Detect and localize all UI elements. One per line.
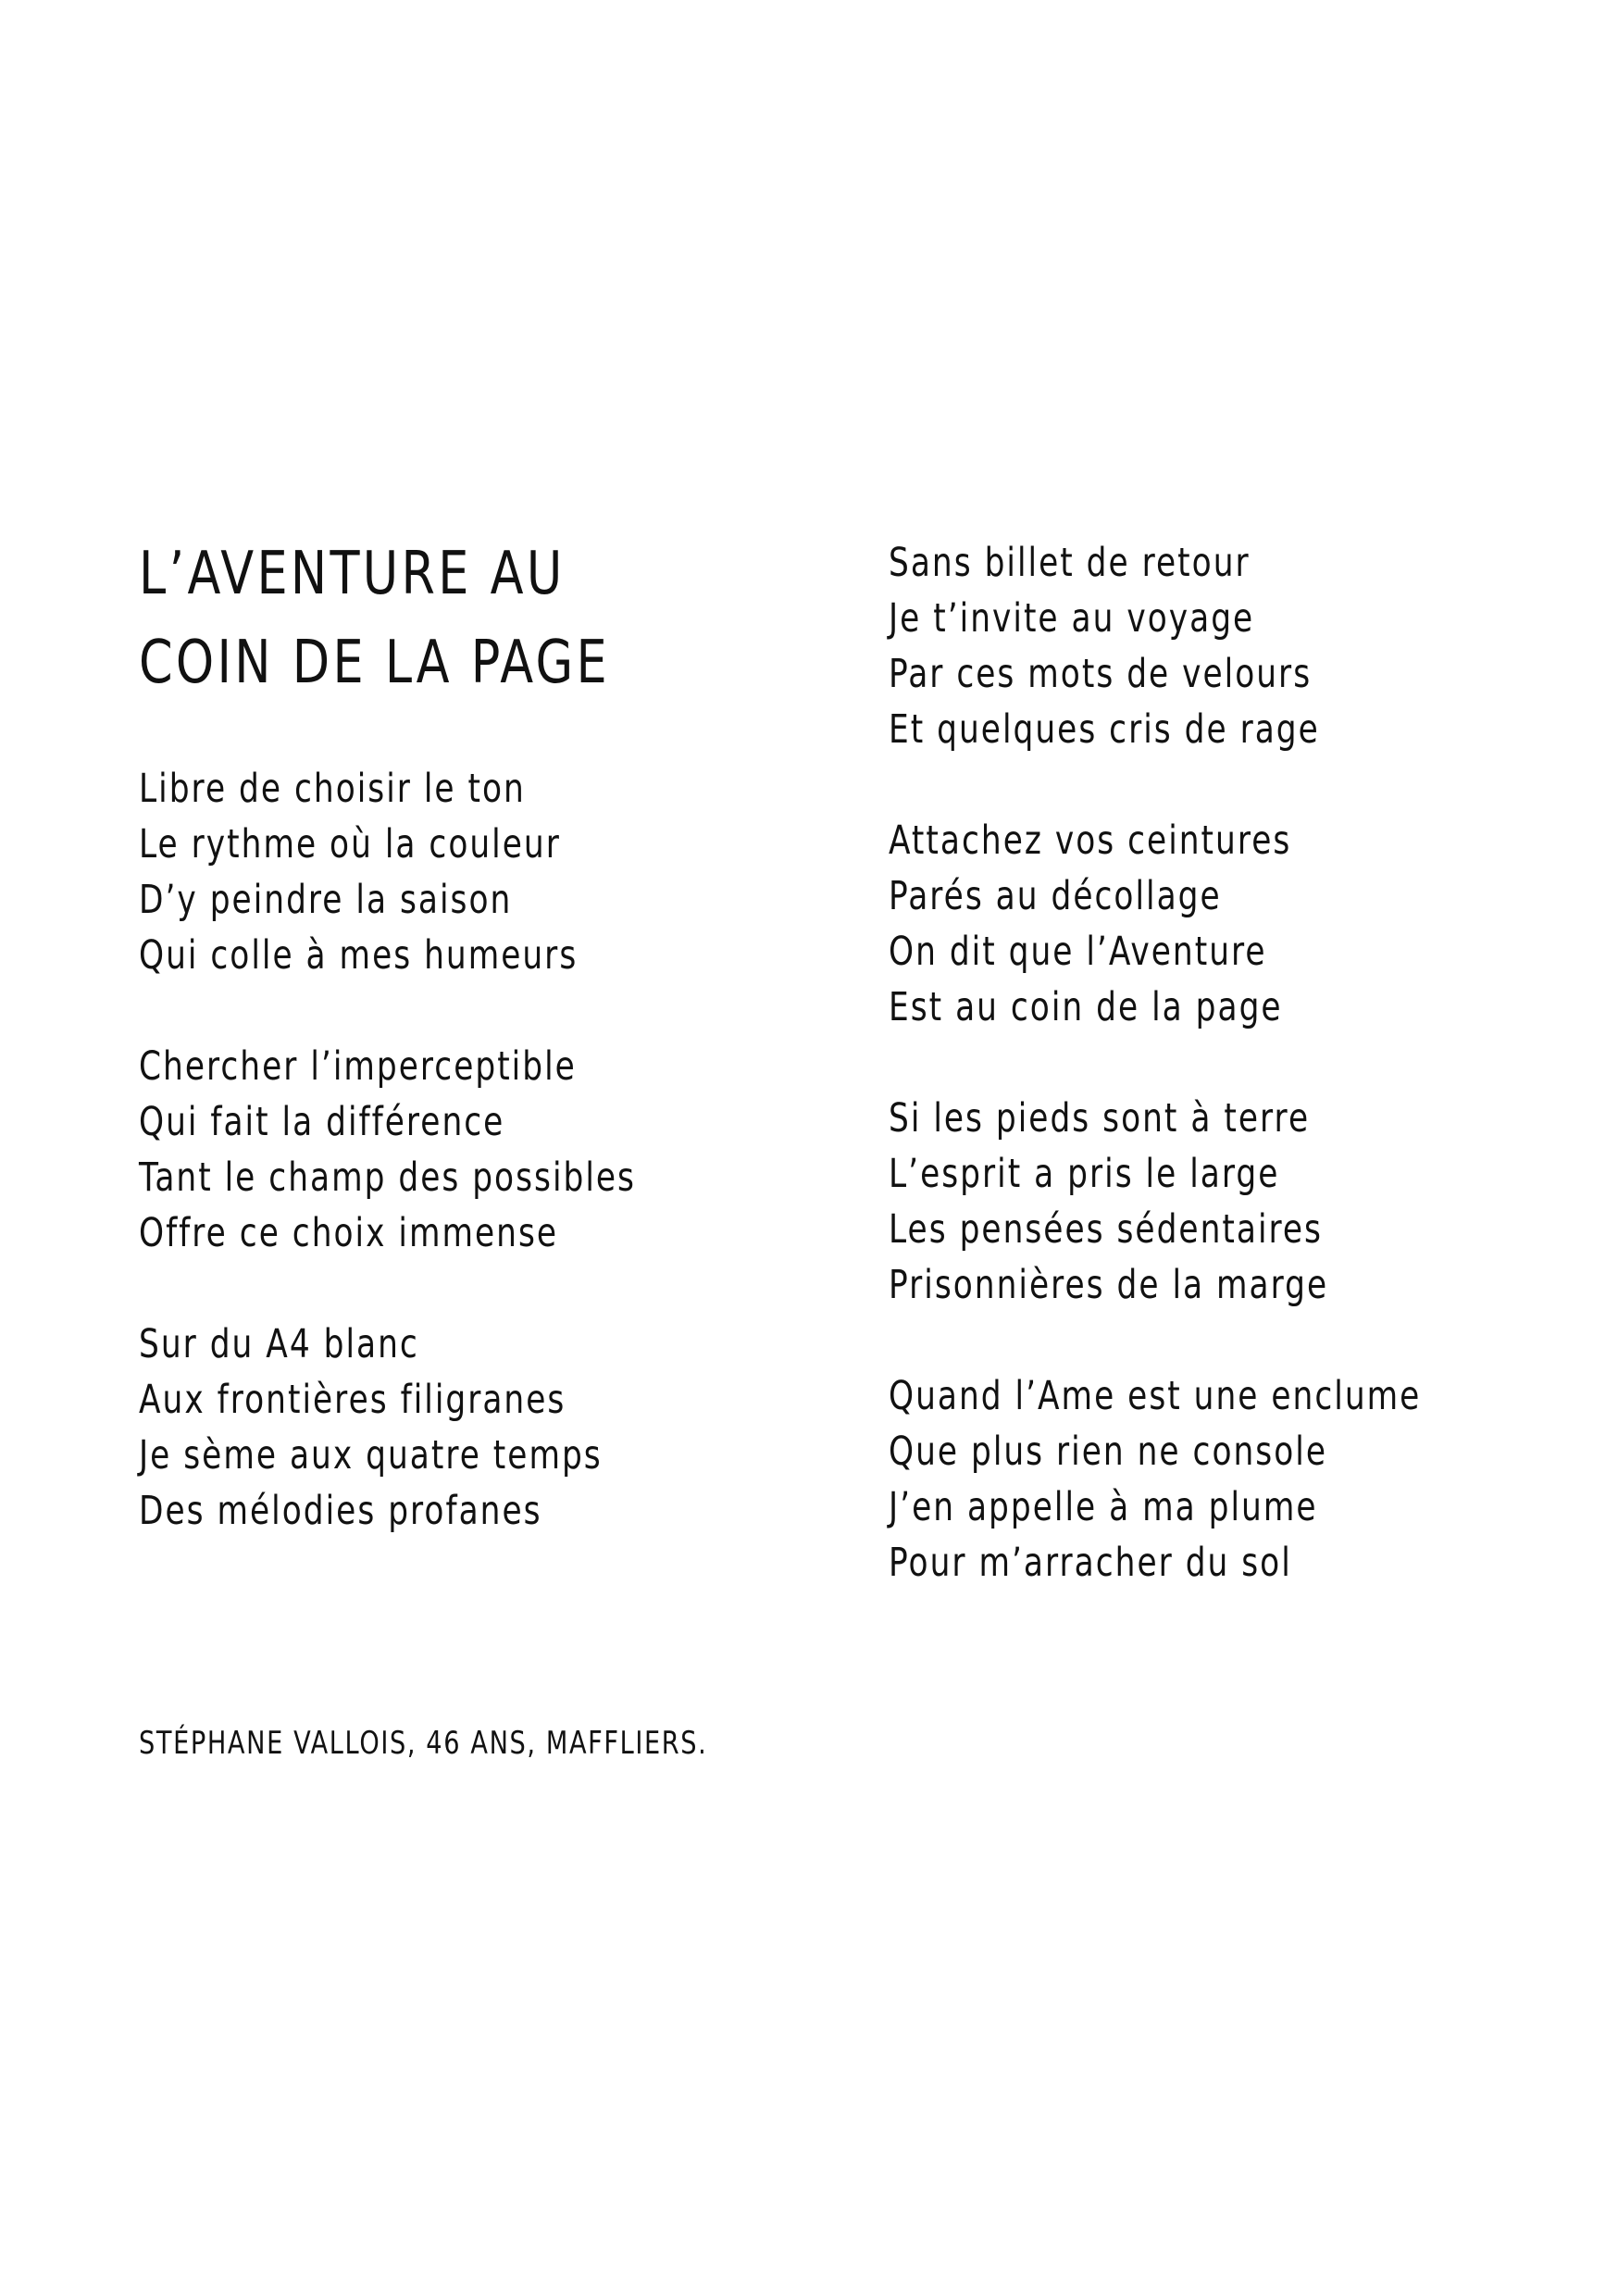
verse-line: J’en appelle à ma plume bbox=[889, 1484, 1318, 1530]
verse-line: Si les pieds sont à terre bbox=[889, 1095, 1311, 1142]
verse-line: Sur du A4 blanc bbox=[139, 1321, 419, 1367]
verse-line: Qui colle à mes humeurs bbox=[139, 932, 579, 979]
verse-line: Pour m’arracher du sol bbox=[889, 1540, 1292, 1586]
verse-line: Par ces mots de velours bbox=[889, 651, 1313, 697]
stanza bbox=[139, 1039, 746, 1261]
verse-line: Tant le champ des possibles bbox=[139, 1154, 636, 1201]
verse-line: Libre de choisir le ton bbox=[139, 766, 526, 812]
verse-line: Parés au décollage bbox=[889, 873, 1222, 919]
verse-line: Aux frontières filigranes bbox=[139, 1377, 566, 1423]
stanza bbox=[889, 813, 1496, 1035]
poem-title bbox=[139, 530, 731, 707]
author-signature: STÉPHANE VALLOIS, 46 ANS, MAFFLIERS. bbox=[139, 1725, 708, 1762]
verse-line: L’esprit a pris le large bbox=[889, 1151, 1280, 1197]
stanza bbox=[139, 1316, 746, 1539]
verse-line: Attachez vos ceintures bbox=[889, 817, 1292, 864]
verse-line: Qui fait la différence bbox=[139, 1099, 505, 1145]
verse-line: Quand l’Ame est une enclume bbox=[889, 1373, 1422, 1419]
poem-left-column bbox=[139, 761, 746, 1539]
verse-line: Je t’invite au voyage bbox=[889, 595, 1255, 642]
verse-line: Chercher l’imperceptible bbox=[139, 1043, 577, 1090]
verse-line: On dit que l’Aventure bbox=[889, 929, 1267, 975]
verse-line: D’y peindre la saison bbox=[139, 877, 513, 923]
verse-line: Sans billet de retour bbox=[889, 540, 1251, 586]
poem-title-line: L’AVENTURE AU bbox=[139, 540, 566, 608]
poem-right-column bbox=[889, 535, 1496, 1591]
verse-line: Je sème aux quatre temps bbox=[139, 1432, 603, 1479]
verse-line: Les pensées sédentaires bbox=[889, 1206, 1323, 1253]
verse-line: Que plus rien ne console bbox=[889, 1429, 1327, 1475]
stanza bbox=[139, 761, 746, 983]
stanza bbox=[889, 1368, 1496, 1591]
verse-line: Le rythme où la couleur bbox=[139, 821, 561, 867]
stanza bbox=[889, 535, 1496, 757]
verse-line: Prisonnières de la marge bbox=[889, 1262, 1329, 1308]
verse-line: Et quelques cris de rage bbox=[889, 706, 1320, 753]
poem-title-line: COIN DE LA PAGE bbox=[139, 629, 610, 697]
verse-line: Est au coin de la page bbox=[889, 984, 1283, 1030]
stanza bbox=[889, 1091, 1496, 1313]
verse-line: Offre ce choix immense bbox=[139, 1210, 559, 1256]
verse-line: Des mélodies profanes bbox=[139, 1488, 542, 1534]
